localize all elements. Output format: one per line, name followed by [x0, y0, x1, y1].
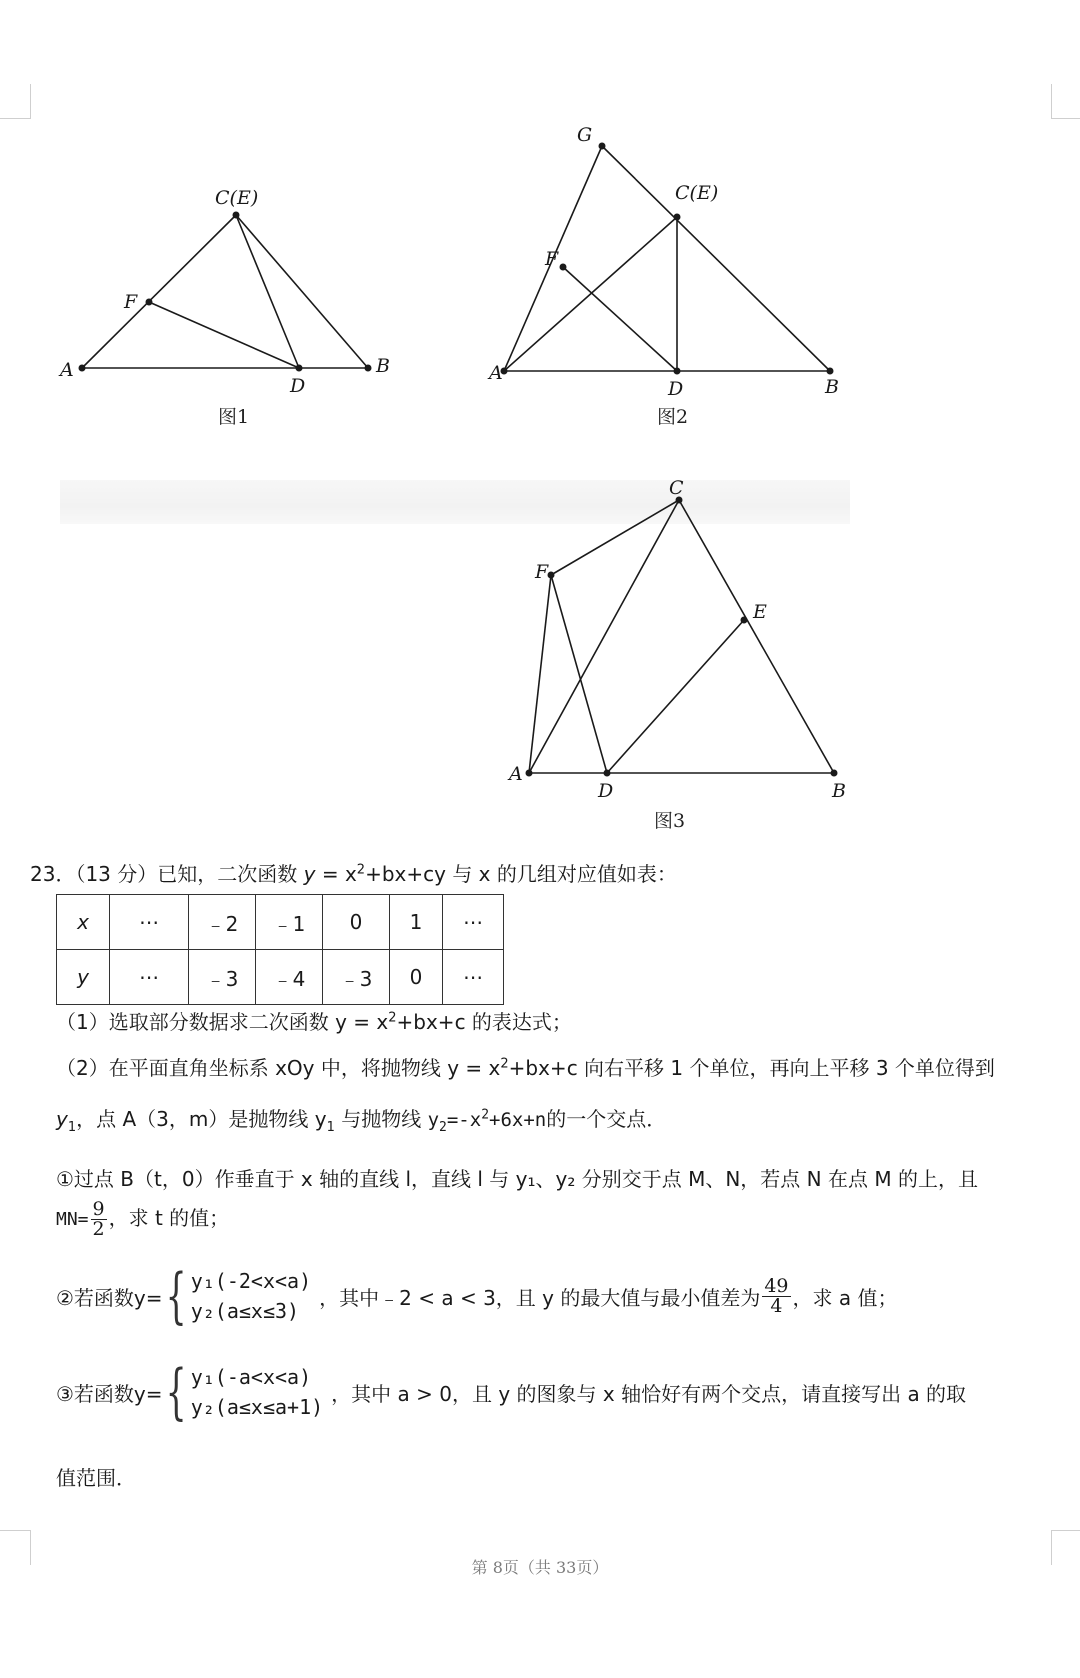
sub-question-1-line-2: MN= $\frac{9}{2}$ ，求 t 的值；	[56, 1198, 230, 1240]
label-F: F	[545, 248, 559, 270]
table-cell: ﹣3	[323, 950, 390, 1005]
table-cell: ⋯	[443, 895, 504, 950]
brace-icon: {	[165, 1357, 187, 1427]
fraction-9-over-2: $\frac{9}{2}$	[92, 1198, 105, 1240]
figure-3-caption: 图3	[654, 810, 686, 832]
sub-question-1-line-1: ①过点 B（t，0）作垂直于 x 轴的直线 l，直线 l 与 y₁、y₂ 分别交于点 M、N，若点 N 在点 M 的上，且	[56, 1167, 978, 1191]
part-2-line-1: （2）在平面直角坐标系 xOy 中，将抛物线 $y = x^2+bx+c$ 向右平移 1 个单位，再向上平移 3 个单位得到	[56, 1056, 995, 1080]
figure-3	[495, 470, 855, 800]
label-A: A	[489, 362, 503, 384]
table-cell: ﹣3	[189, 950, 256, 1005]
label-F: F	[535, 561, 549, 583]
page-footer: 第 8页（共 33页）	[471, 1558, 609, 1577]
figure-1-caption: 图1	[218, 406, 250, 428]
table-header-x: x	[57, 895, 110, 950]
label-B: B	[825, 376, 839, 398]
label-G: G	[577, 124, 593, 146]
piecewise-cases: y₁(-a<x<a) y₂(a≤x≤a+1)	[190, 1365, 324, 1419]
label-C: C	[669, 477, 684, 499]
sub-question-3: ③若函数y= { y₁(-a<x<a) y₂(a≤x≤a+1) ，其中 a > 0，且 y 的图象与 x 轴恰好有两个交点，请直接写出 a 的取	[56, 1357, 967, 1427]
value-table	[56, 894, 504, 1005]
table-cell: ⋯	[443, 950, 504, 1005]
label-F: F	[124, 291, 138, 313]
table-cell: ﹣2	[189, 895, 256, 950]
y2-expression: $y_2=-x^2+6x+n$	[427, 1107, 547, 1135]
part-2-line-2: $y_1$，点 A（3，m）是抛物线 $y_1$ 与抛物线 $y_2=-x^2+6x+n$的一个交点．	[56, 1107, 667, 1135]
label-E: E	[753, 601, 767, 623]
brace-icon: {	[165, 1261, 187, 1331]
fraction-49-over-4: $\frac{49}{4}$	[764, 1274, 789, 1317]
crop-mark-top-left	[0, 84, 31, 119]
table-row-x	[57, 895, 504, 950]
piecewise-cases: y₁(-2<x<a) y₂(a≤x≤3)	[190, 1269, 312, 1323]
label-B: B	[832, 780, 846, 802]
crop-mark-top-right	[1051, 84, 1080, 119]
label-CE: C(E)	[675, 182, 719, 204]
label-D: D	[668, 378, 684, 400]
label-D: D	[290, 375, 306, 397]
question-header: 23．（13 分）已知，二次函数 $y = x^2+bx+cy$ 与 x 的几组对应值如表：	[30, 862, 677, 886]
label-CE: C(E)	[215, 187, 259, 209]
figure-2	[489, 124, 855, 405]
question-number: 23．（13 分）已知，二次函数	[30, 862, 298, 886]
table-cell: ⋯	[110, 895, 189, 950]
table-cell: ⋯	[110, 950, 189, 1005]
sub-question-3-tail: 值范围．	[56, 1466, 136, 1490]
label-A: A	[509, 763, 523, 785]
table-cell: 0	[323, 895, 390, 950]
part-1: （1）选取部分数据求二次函数 $y = x^2+bx+c$ 的表达式；	[56, 1010, 572, 1034]
table-header-y: y	[57, 950, 110, 1005]
table-cell: ﹣4	[256, 950, 323, 1005]
label-B: B	[376, 355, 390, 377]
label-A: A	[60, 359, 74, 381]
table-cell: ﹣1	[256, 895, 323, 950]
table-row-y	[57, 950, 504, 1005]
figure-2-caption: 图2	[657, 406, 689, 428]
table-cell: 0	[390, 950, 443, 1005]
figure-1	[50, 180, 430, 397]
label-D: D	[598, 780, 614, 802]
table-cell: 1	[390, 895, 443, 950]
sub-question-2: ②若函数y= { y₁(-2<x<a) y₂(a≤x≤3) ，其中﹣2 < a < 3，且 y 的最大值与最小值差为 $\frac{49}{4}$ ，求 a 值；	[56, 1261, 898, 1331]
